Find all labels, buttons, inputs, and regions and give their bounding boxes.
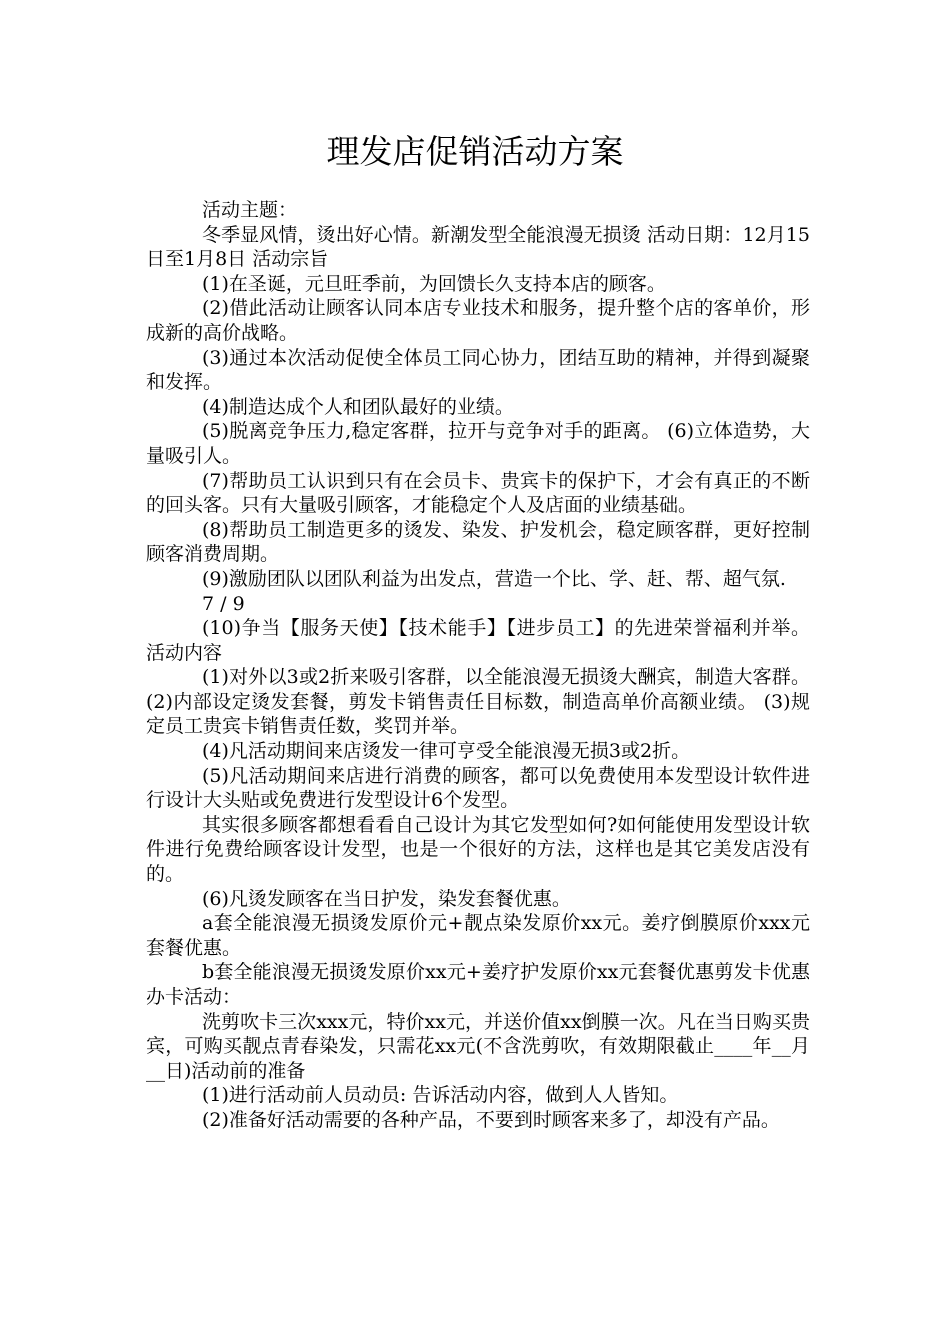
paragraph: (4)凡活动期间来店烫发一律可亨受全能浪漫无损3或2折。 xyxy=(202,740,691,763)
paragraph: (2)借此活动让顾客认同本店专业技术和服务，提升整个店的客单价，形成新的高价战略。 xyxy=(146,297,810,344)
paragraph: (9)激励团队以团队利益为出发点，营造一个比、学、赶、帮、超气氛. xyxy=(202,567,786,590)
paragraph: (10)争当【服务天使】【技术能手】【进步员工】的先进荣誉福利并举。活动内容 xyxy=(146,617,810,664)
paragraph: (5)凡活动期间来店进行消费的顾客，都可以免费使用本发型设计软件进行设计大头贴或免费进行发型设计6个发型。 xyxy=(146,764,810,812)
page-number: 7 / 9 xyxy=(202,592,245,615)
paragraph: b套全能浪漫无损烫发原价xx元+姜疗护发原价xx元套餐优惠剪发卡优惠办卡活动： xyxy=(146,961,810,1008)
paragraph: 其实很多顾客都想看看自己设计为其它发型如何?如何能使用发型设计软件进行免费给顾客设计发型，也是一个很好的方法，这样也是其它美发店没有的。 xyxy=(146,813,810,886)
paragraph: (2)准备好活动需要的各种产品，不要到时顾客来多了，却没有产品。 xyxy=(202,1108,780,1131)
paragraph: 洗剪吹卡三次xxx元，特价xx元，并送价值xx倒膜一次。凡在当日购买贵宾，可购买靓点青春染发，只需花xx元(不含洗剪吹，有效期限截止____年__月__日)活动前的准备 xyxy=(146,1010,810,1082)
paragraph: 冬季显风情，烫出好心情。新潮发型全能浪漫无损烫 活动日期：12月15日至1月8日 活动宗旨 xyxy=(146,223,810,271)
paragraph: (4)制造达成个人和团队最好的业绩。 xyxy=(202,395,514,418)
document-body xyxy=(146,198,810,1133)
paragraph: (8)帮助员工制造更多的烫发、染发、护发机会，稳定顾客群，更好控制顾客消费周期。 xyxy=(146,518,810,566)
paragraph: a套全能浪漫无损烫发原价元+靓点染发原价xx元。姜疗倒膜原价xxx元套餐优惠。 xyxy=(146,912,810,959)
paragraph: 活动主题： xyxy=(202,199,298,221)
paragraph: (1)进行活动前人员动员: 告诉活动内容，做到人人皆知。 xyxy=(202,1084,679,1107)
paragraph: (3)通过本次活动促使全体员工同心协力，团结互助的精神，并得到凝聚和发挥。 xyxy=(146,346,810,394)
document-title: 理发店促销活动方案 xyxy=(326,132,624,171)
paragraph: (1)在圣诞，元旦旺季前，为回馈长久支持本店的顾客。 xyxy=(202,272,666,295)
paragraph: (6)凡烫发顾客在当日护发，染发套餐优惠。 xyxy=(202,887,571,910)
paragraph: (7)帮助员工认识到只有在会员卡、贵宾卡的保护下，才会有真正的不断的回头客。只有大量吸引顾客，才能稳定个人及店面的业绩基础。 xyxy=(146,469,810,517)
paragraph: (1)对外以3或2折来吸引客群，以全能浪漫无损烫大酬宾，制造大客群。 (2)内部设定烫发套餐，剪发卡销售责任目标数，制造高单价高额业绩。 (3)规定员工贵宾卡销售责任数，奖罚并举。 xyxy=(146,666,810,738)
paragraph: (5)脱离竞争压力,稳定客群，拉开与竞争对手的距离。 (6)立体造势，大量吸引人。 xyxy=(146,420,810,467)
